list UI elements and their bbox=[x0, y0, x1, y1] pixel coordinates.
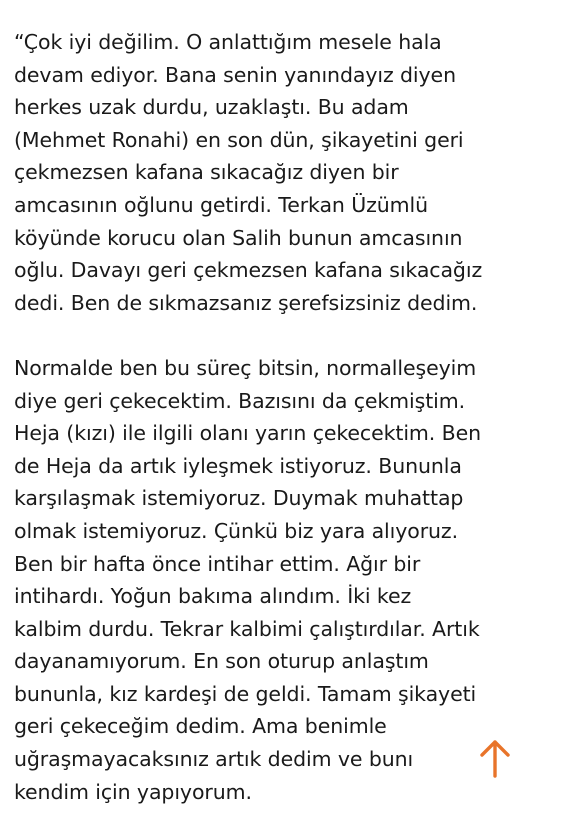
text-line: “Çok iyi değilim. O anlattığım mesele hala bbox=[14, 30, 442, 54]
scroll-to-top-button[interactable] bbox=[478, 738, 512, 778]
arrow-up-icon bbox=[478, 738, 512, 778]
text-line: karşılaşmak istemiyoruz. Duymak muhattap bbox=[14, 486, 464, 511]
text-line: devam ediyor. Bana senin yanındayız diyen bbox=[14, 62, 456, 87]
paragraph-1 bbox=[14, 26, 554, 319]
text-line: bununla, kız kardeşi de geldi. Tamam şikayeti bbox=[14, 681, 477, 706]
paragraph-2 bbox=[14, 352, 554, 808]
text-line: de Heja da artık iyleşmek istiyoruz. Bununla bbox=[14, 453, 462, 478]
article-text bbox=[14, 26, 554, 808]
text-line: Heja (kızı) ile ilgili olanı yarın çekecektim. Ben bbox=[14, 421, 481, 446]
paragraph-gap bbox=[14, 319, 554, 352]
text-line: kalbim durdu. Tekrar kalbimi çalıştırdılar. Artık bbox=[14, 616, 480, 641]
text-line: diye geri çekecektim. Bazısını da çekmiştim. bbox=[14, 388, 466, 413]
text-line: Normalde ben bu süreç bitsin, normalleşeyim bbox=[14, 355, 477, 380]
text-line: amcasının oğlunu getirdi. Terkan Üzümlü bbox=[14, 192, 429, 217]
text-line: (Mehmet Ronahi) en son dün, şikayetini geri bbox=[14, 127, 464, 152]
text-line: çekmezsen kafana sıkacağız diyen bir bbox=[14, 160, 399, 185]
text-line: oğlu. Davayı geri çekmezsen kafana sıkacağız bbox=[14, 258, 483, 283]
text-line: dayanamıyorum. En son oturup anlaştım bbox=[14, 649, 429, 674]
text-line: Ben bir hafta önce intihar ettim. Ağır bir bbox=[14, 551, 421, 576]
text-line: intihardı. Yoğun bakıma alındım. İki kez bbox=[14, 584, 412, 609]
text-line: uğraşmayacaksınız artık dedim ve bunı bbox=[14, 747, 414, 772]
text-line: dedi. Ben de sıkmazsanız şerefsizsiniz dedim. bbox=[14, 290, 478, 315]
text-line: köyünde korucu olan Salih bunun amcasının bbox=[14, 225, 463, 250]
text-line: kendim için yapıyorum. bbox=[14, 779, 252, 804]
text-line: geri çekeceğim dedim. Ama benimle bbox=[14, 714, 387, 739]
text-line: olmak istemiyoruz. Çünkü biz yara alıyoruz. bbox=[14, 518, 458, 543]
text-line: herkes uzak durdu, uzaklaştı. Bu adam bbox=[14, 95, 409, 120]
